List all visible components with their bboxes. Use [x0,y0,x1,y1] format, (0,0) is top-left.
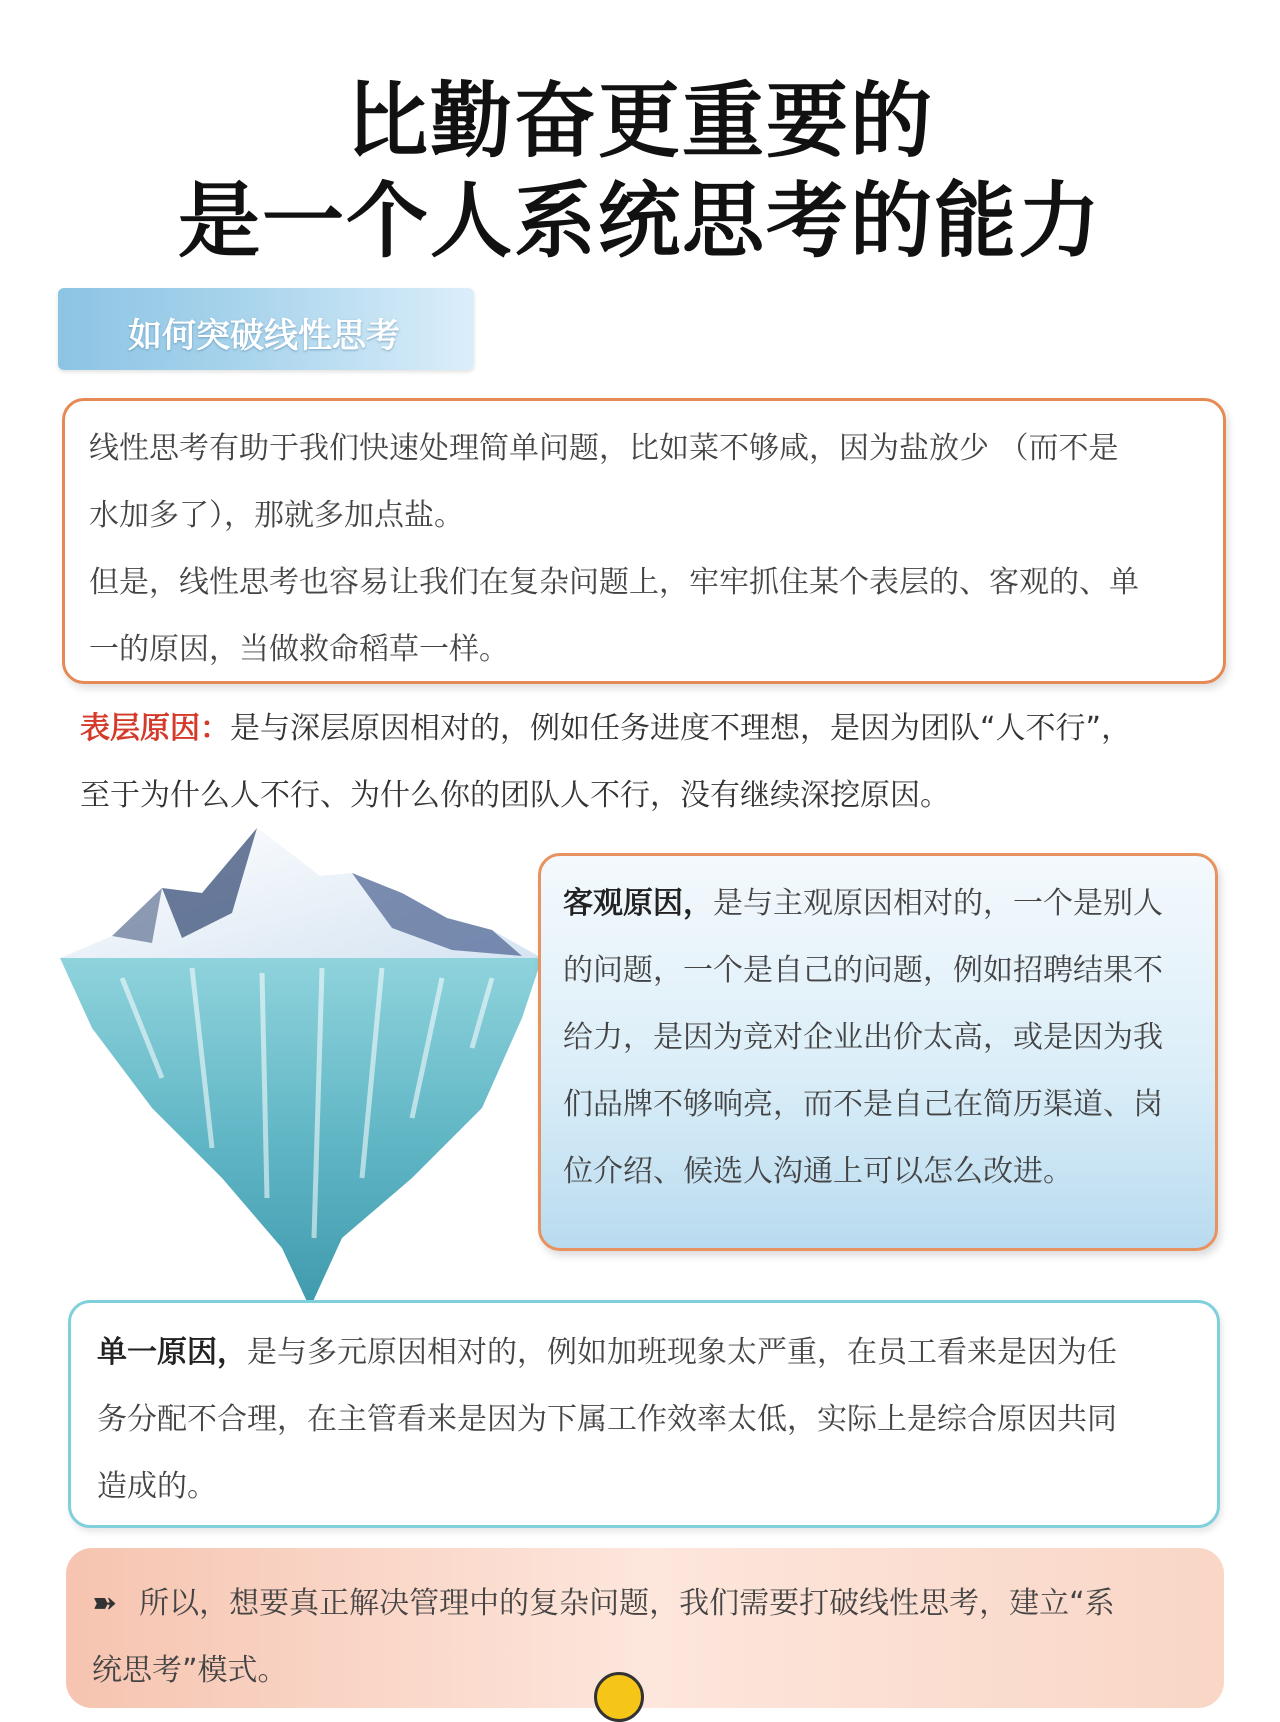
conclusion-text: 统思考”模式。 [92,1653,288,1688]
objective-cause-text: 给力，是因为竞对企业出价太高，或是因为我 [563,1020,1163,1055]
surface-cause-text: 是与深层原因相对的，例如任务进度不理想，是因为团队“人不行”， [230,711,1132,746]
single-cause-text: 务分配不合理，在主管看来是因为下属工作效率太低，实际上是综合原因共同 [97,1402,1117,1437]
objective-cause-text: 们品牌不够响亮，而不是自己在简历渠道、岗 [563,1087,1163,1122]
section-tag [58,288,474,370]
page-title-line1: 比勤奋更重要的 [345,74,934,169]
objective-cause-text: 位介绍、候选人沟通上可以怎么改进。 [563,1154,1073,1189]
conclusion-text: 所以，想要真正解决管理中的复杂问题，我们需要打破线性思考，建立“系 [139,1586,1115,1621]
single-cause-text: 造成的。 [97,1469,217,1504]
single-cause-term: 单一原因， [97,1335,247,1370]
page-title-line2: 是一个人系统思考的能力 [177,174,1102,269]
single-cause-box [68,1300,1220,1528]
intro-line: 水加多了），那就多加点盐。 [89,498,464,533]
lightbulb-icon [594,1672,644,1722]
surface-cause-text: 至于为什么人不行、为什么你的团队人不行，没有继续深挖原因。 [80,778,950,813]
iceberg-illustration [52,818,542,1308]
section-tag-label: 如何突破线性思考 [128,316,400,356]
surface-cause-paragraph [80,695,1210,829]
objective-cause-text: 是与主观原因相对的，一个是别人 [713,886,1163,921]
objective-cause-text: 的问题，一个是自己的问题，例如招聘结果不 [563,953,1163,988]
surface-cause-term: 表层原因： [80,711,230,746]
objective-cause-term: 客观原因， [563,886,713,921]
arrow-icon: ➽ [92,1586,118,1621]
intro-line: 但是，线性思考也容易让我们在复杂问题上，牢牢抓住某个表层的、客观的、单 [89,565,1139,600]
intro-line: 一的原因，当做救命稻草一样。 [89,632,509,667]
objective-cause-box [538,853,1218,1251]
single-cause-text: 是与多元原因相对的，例如加班现象太严重，在员工看来是因为任 [247,1335,1117,1370]
conclusion-box [66,1548,1224,1708]
intro-line: 线性思考有助于我们快速处理简单问题，比如菜不够咸，因为盐放少 （而不是 [89,431,1119,466]
intro-box [62,398,1226,684]
